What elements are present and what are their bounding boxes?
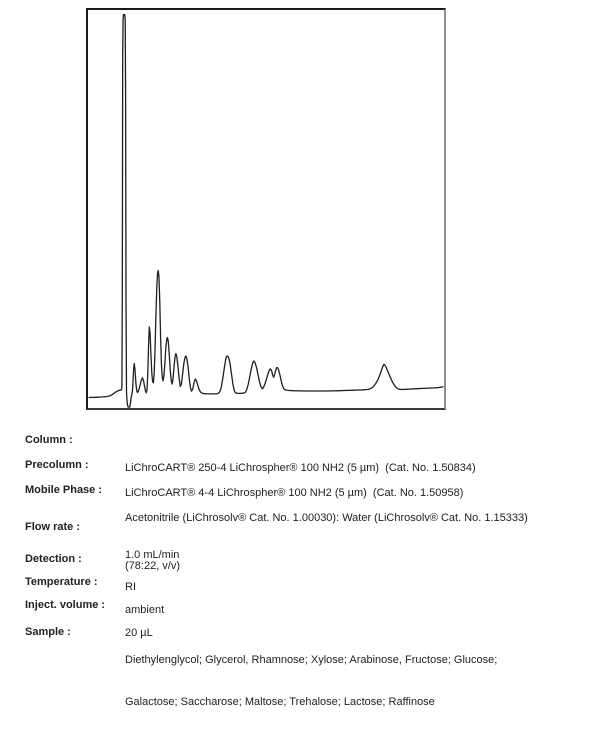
spec-value-sample [125, 625, 600, 737]
spec-value-line: LiChroCART® 4-4 LiChrospher® 100 NH2 (5 µm) (Cat. No. 1.50958) [125, 487, 464, 499]
spec-value-line: RI [125, 581, 136, 593]
spec-label-precolumn: Precolumn : [25, 459, 89, 471]
spec-label-temperature: Temperature : [25, 576, 98, 588]
spec-value-line: Diethylenglycol; Glycerol, Rhamnose; Xylose; Arabinose, Fructose; Glucose; [125, 654, 498, 666]
spec-label-detection: Detection : [25, 553, 82, 565]
spec-value-line: 1.0 mL/min [125, 549, 180, 561]
spec-label-sample: Sample : [25, 626, 71, 638]
chromatogram-frame [86, 8, 446, 410]
spec-value-line: 20 µL [125, 627, 153, 639]
spec-value-line: Acetonitrile (LiChrosolv® Cat. No. 1.00030): Water (LiChrosolv® Cat. No. 1.15333) [125, 512, 528, 524]
spec-row-sample [25, 625, 600, 737]
spec-label-mobile-phase: Mobile Phase : [25, 484, 103, 496]
spec-value-line: LiChroCART® 250-4 LiChrospher® 100 NH2 (5 µm) (Cat. No. 1.50834) [125, 462, 476, 474]
trace-path [89, 15, 443, 408]
chromatogram-plot [88, 10, 444, 408]
spec-label-flow-rate: Flow rate : [25, 521, 81, 533]
spec-value-line: (78:22, v/v) [125, 560, 181, 572]
spec-value-line: Galactose; Saccharose; Maltose; Trehalose; Lactose; Raffinose [125, 696, 435, 708]
spec-label-column: Column : [25, 434, 73, 446]
spec-label-inject-volume: Inject. volume : [25, 599, 106, 611]
spec-value-line: ambient [125, 604, 165, 616]
